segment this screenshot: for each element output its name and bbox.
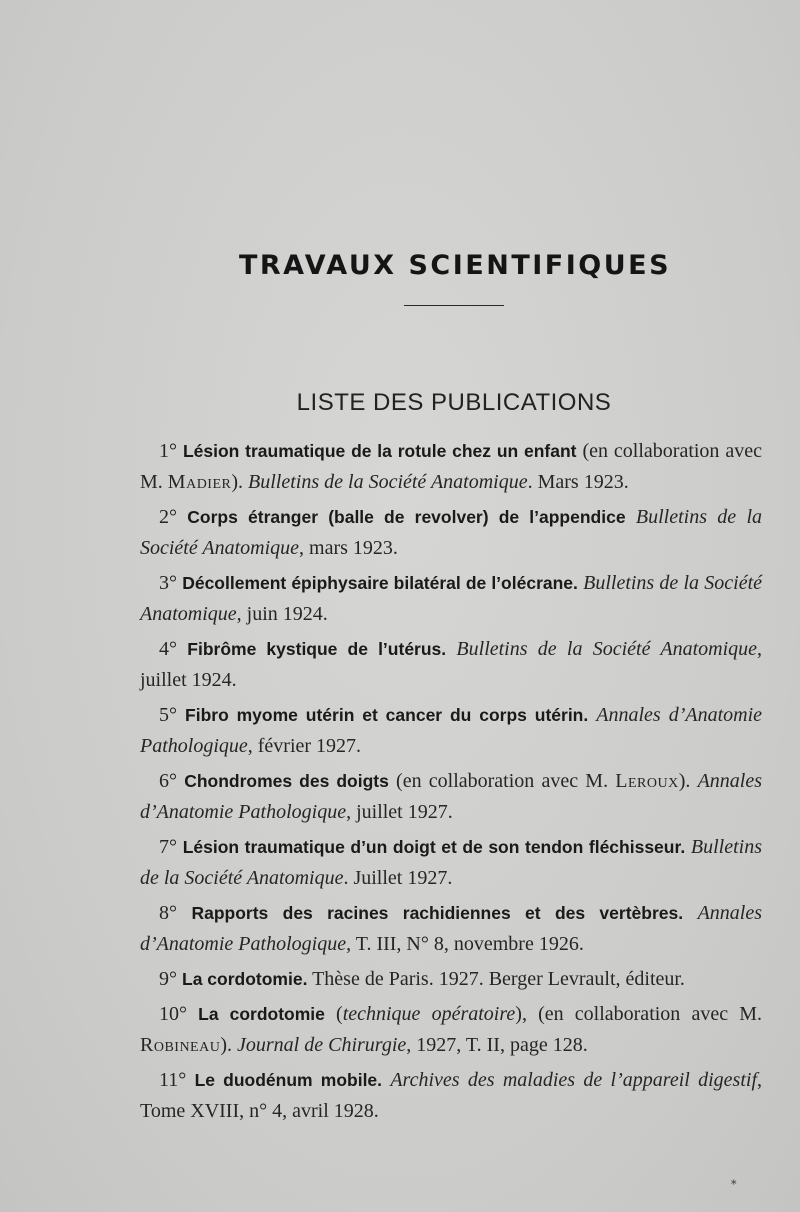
section-heading: LISTE DES PUBLICATIONS xyxy=(296,389,612,416)
publication-collaboration: (en collaboration avec M. xyxy=(388,770,616,792)
publication-details: , Tome XVIII, n° 4, avril 1928. xyxy=(140,1069,762,1122)
publication-number: 8° xyxy=(159,902,177,924)
publication-title: La cordotomie xyxy=(198,1004,325,1024)
publication-title: Fibrôme kystique de l’utérus. xyxy=(187,639,447,659)
publication-number: 9° xyxy=(159,968,177,990)
page-title: TRAVAUX SCIENTIFIQUES xyxy=(238,250,672,281)
publication-journal: Archives des maladies de l’appareil digestif xyxy=(390,1069,757,1091)
publication-journal: Bulletins de la Société Anatomique xyxy=(140,572,762,625)
publication-item xyxy=(140,1065,762,1127)
title-divider xyxy=(404,305,504,306)
collaborator-name: Robineau xyxy=(140,1034,221,1056)
publication-number: 3° xyxy=(159,572,177,594)
publication-number: 10° xyxy=(159,1003,187,1025)
publication-subtitle: technique opératoire xyxy=(342,1003,516,1025)
collaborator-name: Madier xyxy=(167,471,232,493)
publication-number: 5° xyxy=(159,704,177,726)
publication-title: Lésion traumatique de la rotule chez un enfant xyxy=(182,441,577,461)
publication-item xyxy=(140,700,762,762)
publication-journal: Bulletins de la Société Anatomique xyxy=(140,506,762,559)
publication-item xyxy=(140,634,762,696)
publication-title: Fibro myome utérin et cancer du corps utérin. xyxy=(185,705,589,725)
publication-journal: Annales d’Anatomie Pathologique xyxy=(140,770,762,823)
publication-details: Thèse de Paris. 1927. Berger Levrault, éditeur. xyxy=(307,968,685,990)
publication-item xyxy=(140,898,762,960)
publication-details: , février 1927. xyxy=(247,735,362,757)
publication-list xyxy=(140,436,762,1131)
publication-title: Le duodénum mobile. xyxy=(194,1070,383,1090)
publication-details: , juillet 1927. xyxy=(346,801,453,823)
publication-number: 1° xyxy=(159,440,177,462)
collaborator-name: Leroux xyxy=(615,770,679,792)
publication-collaboration: , (en collaboration avec M. xyxy=(521,1003,763,1025)
publication-details: , juillet 1924. xyxy=(140,638,763,691)
publication-journal: Journal de Chirurgie xyxy=(237,1034,407,1056)
publication-details: , 1927, T. II, page 128. xyxy=(406,1034,588,1056)
publication-number: 4° xyxy=(159,638,177,660)
publication-journal: Bulletins de la Société Anatomique xyxy=(248,471,528,493)
publication-title: Lésion traumatique d’un doigt et de son tendon fléchisseur. xyxy=(182,837,686,857)
publication-title: Corps étranger (balle de revolver) de l’appendice xyxy=(187,507,626,527)
publication-item xyxy=(140,964,762,995)
publication-item xyxy=(140,502,762,564)
publication-title: La cordotomie. xyxy=(182,969,308,989)
publication-details: , T. III, N° 8, novembre 1926. xyxy=(346,933,584,955)
publication-item: 10° La cordotomie (technique opératoire), (en collaboration avec M. Robineau). Journal de Chirurgie, 1927, T. II, page 128. xyxy=(140,1003,763,1056)
publication-journal: Annales d’Anatomie Pathologique xyxy=(140,704,763,757)
publication-title: Décollement épiphysaire bilatéral de l’olécrane. xyxy=(182,573,578,593)
publication-details: , juin 1924. xyxy=(236,603,328,625)
publication-journal: Bulletins de la Société Anatomique xyxy=(456,638,758,660)
publication-collaboration: (en collaboration avec M. xyxy=(140,440,762,493)
publication-item xyxy=(140,832,762,894)
publication-journal: Bulletins de la Société Anatomique xyxy=(140,836,762,889)
publication-number: 7° xyxy=(159,836,177,858)
corner-mark: * xyxy=(731,1178,737,1191)
publication-journal: Annales d’Anatomie Pathologique xyxy=(140,902,763,955)
publication-details: . Juillet 1927. xyxy=(343,867,453,889)
publication-item xyxy=(140,568,762,630)
publication-title: Chondromes des doigts xyxy=(184,771,389,791)
publication-number: 2° xyxy=(159,506,177,528)
publication-item: 6° Chondromes des doigts (en collaboration avec M. Leroux). Annales d’Anatomie Pathologique, juillet 1927. xyxy=(140,770,762,823)
publication-item: 1° Lésion traumatique de la rotule chez un enfant (en collaboration avec M. Madier). Bulletins de la Société Anatomique. Mars 1923. xyxy=(140,440,762,493)
publication-title: Rapports des racines rachidiennes et des vertèbres. xyxy=(191,903,684,923)
publication-details: , mars 1923. xyxy=(299,537,398,559)
publication-number: 6° xyxy=(159,770,177,792)
publication-details: . Mars 1923. xyxy=(527,471,629,493)
publication-number: 11° xyxy=(159,1069,187,1091)
